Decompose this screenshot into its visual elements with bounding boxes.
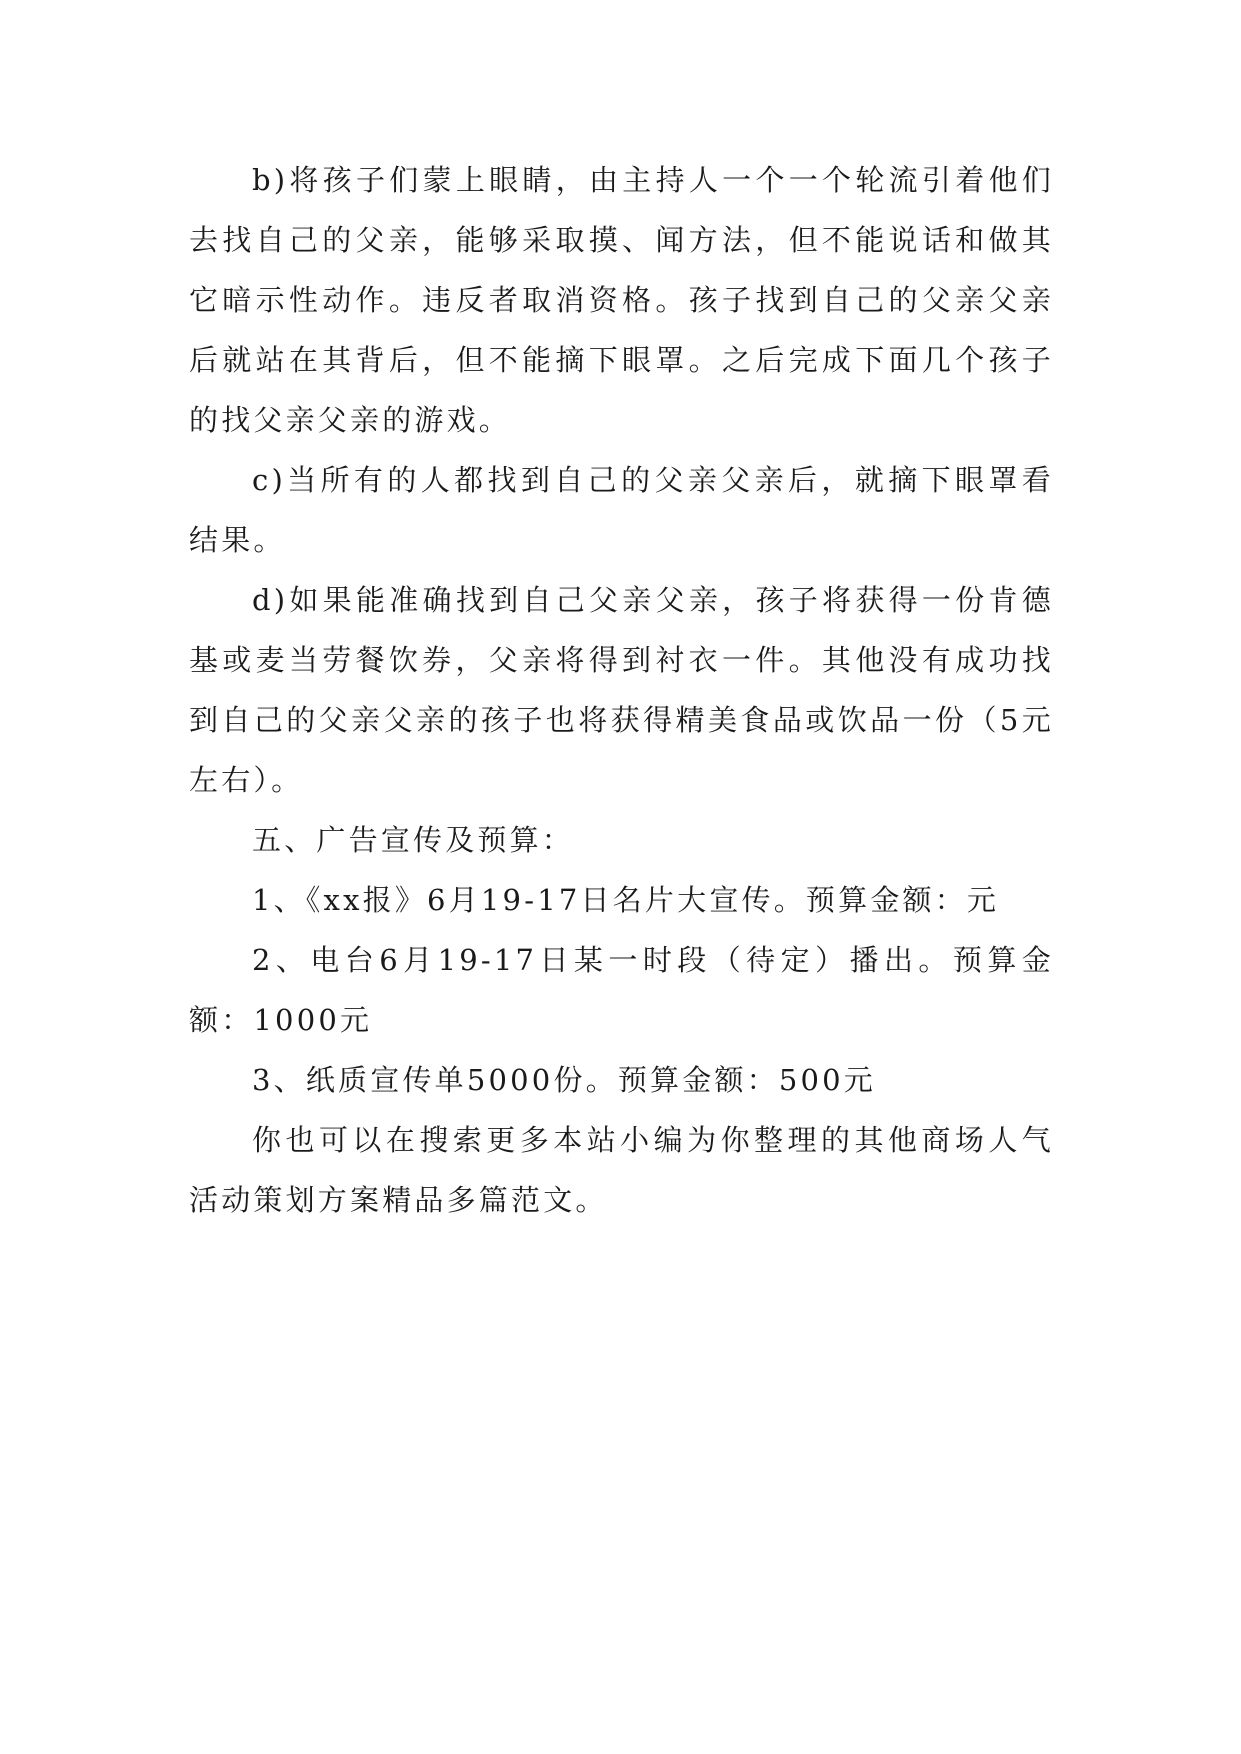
section-heading-advertising-budget: 五、广告宣传及预算： [252,823,575,857]
budget-item-newspaper: 1、《xx报》6月19-17日名片大宣传。预算金额：元 [252,883,1000,917]
budget-item-radio: 2、电台6月19-17日某一时段（待定）播出。预算金额：1000元 [189,943,1054,1037]
paragraph-c-remove-blindfold: c)当所有的人都找到自己的父亲父亲后，就摘下眼罩看结果。 [189,463,1054,557]
budget-item-flyers: 3、纸质宣传单5000份。预算金额：500元 [252,1063,877,1097]
paragraph-d-prizes: d)如果能准确找到自己父亲父亲，孩子将获得一份肯德基或麦当劳餐饮券，父亲将得到衬衣一件。其他没有成功找到自己的父亲父亲的孩子也将获得精美食品或饮品一份（5元左右）。 [189,583,1054,797]
paragraph-b-blindfold-rules: b)将孩子们蒙上眼睛，由主持人一个一个轮流引着他们去找自己的父亲，能够采取摸、闻方法，但不能说话和做其它暗示性动作。违反者取消资格。孩子找到自己的父亲父亲后就站在其背后，但不能摘下眼罩。之后完成下面几个孩子的找父亲父亲的游戏。 [189,163,1054,437]
closing-note: 你也可以在搜索更多本站小编为你整理的其他商场人气活动策划方案精品多篇范文。 [189,1123,1054,1217]
document-page [189,150,1054,1230]
